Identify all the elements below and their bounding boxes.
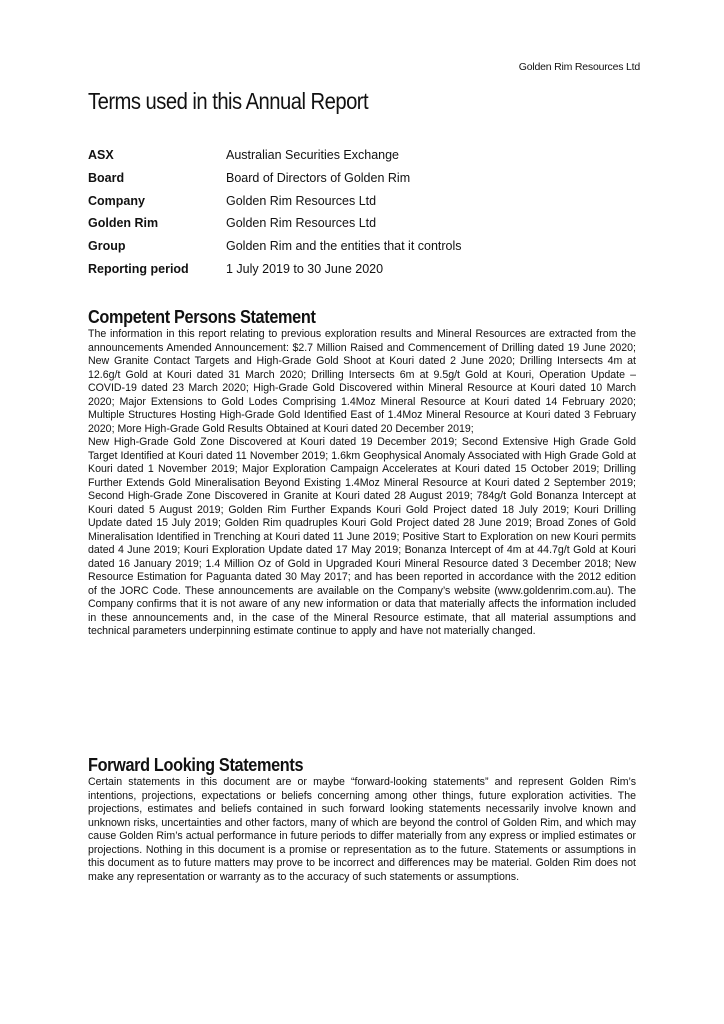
term-row	[88, 169, 636, 192]
term-key: Company	[88, 193, 145, 208]
term-row	[88, 214, 636, 237]
term-definition: Golden Rim Resources Ltd	[226, 216, 377, 231]
competent-persons-paragraph-1: The information in this report relating to previous exploration results and Mineral Resources are extracted from the announcements Amended Announcement: $2.7 Million Raised and Commencement of Drilling dated 19 June 2020; New Granite Contact Targets and High-Grade Gold Shoot at Kouri dated 2 June 2020; Drilling Intersects 4m at 12.6g/t Gold at Kouri dated 31 March 2020; Drilling Intersects 6m at 9.5g/t Gold at Kouri, Operation Update – COVID-19 dated 23 March 2020; High-Grade Gold Discovered within Mineral Resource at Kouri dated 10 March 2020; Major Extensions to Gold Lodes Comprising 1.4Moz Mineral Resource at Kouri dated 14 February 2020; Multiple Structures Hosting High-Grade Gold Identified East of 1.4Moz Mineral Resource at Kouri dated 3 February 2020; More High-Grade Gold Results Obtained at Kouri dated 20 December 2019;	[88, 328, 636, 435]
forward-looking-heading: Forward Looking Statements	[88, 754, 304, 775]
term-row	[88, 260, 636, 283]
competent-persons-paragraph-2: New High-Grade Gold Zone Discovered at Kouri dated 19 December 2019; Second Extensive High Grade Gold Target Identified at Kouri dated 11 November 2019; 1.6km Geophysical Anomaly Associated with High Grade Gold at Kouri dated 1 November 2019; Major Exploration Campaign Accelerates at Kouri dated 15 October 2019; Drilling Further Extends Gold Mineralisation Beyond Existing 1.4Moz Mineral Resource at Kouri dated 2 September 2019; Second High-Grade Zone Discovered in Granite at Kouri dated 28 August 2019; 784g/t Gold Bonanza Intercept at Kouri dated 5 August 2019; Golden Rim Further Expands Kouri Gold Project dated 18 July 2019; Kouri Drilling Update dated 15 July 2019; Golden Rim quadruples Kouri Gold Project dated 28 June 2019; Broad Zones of Gold Mineralisation Identified in Trenching at Kouri dated 11 June 2019; Positive Start to Exploration on new Kouri permits dated 4 June 2019; Kouri Exploration Update dated 17 May 2019; Bonanza Intercept of 4m at 44.7g/t Gold at Kouri dated 16 January 2019; 1.4 Million Oz of Gold in Upgraded Kouri Mineral Resource dated 3 December 2018; New Resource Estimation for Paguanta dated 30 May 2017; and has been reported in accordance with the 2012 edition of the JORC Code. These announcements are available on the Company’s website (www.goldenrim.com.au). The Company confirms that it is not aware of any new information or data that materially affects the information included in these announcements and, in the case of the Mineral Resource estimate, that all material assumptions and technical parameters underpinning estimate continue to apply and have not materially changed.	[88, 436, 636, 637]
term-key: ASX	[88, 148, 114, 162]
page-title: Terms used in this Annual Report	[88, 88, 369, 114]
competent-persons-heading: Competent Persons Statement	[88, 306, 316, 327]
term-key: Golden Rim	[88, 216, 159, 231]
term-key: Reporting period	[88, 261, 189, 276]
term-definition: Golden Rim and the entities that it controls	[226, 239, 462, 254]
term-definition: Golden Rim Resources Ltd	[226, 193, 377, 208]
competent-persons-body	[88, 328, 636, 639]
page-header-company: Golden Rim Resources Ltd	[518, 61, 640, 73]
terms-table	[88, 146, 636, 283]
term-definition: Board of Directors of Golden Rim	[226, 170, 411, 185]
term-definition: 1 July 2019 to 30 June 2020	[226, 261, 384, 276]
term-key: Board	[88, 170, 125, 185]
forward-looking-paragraph: Certain statements in this document are or maybe “forward-looking statements” and represent Golden Rim’s intentions, projections, expectations or beliefs concerning among other things, future exploration activities. The projections, estimates and beliefs contained in such forward looking statements necessarily involve known and unknown risks, uncertainties and other factors, many of which are beyond the control of Golden Rim, and which may cause Golden Rim’s actual performance in future periods to differ materially from any express or implied estimates or projections. Nothing in this document is a promise or representation as to the future. Statements or assumptions in this document as to future matters may prove to be incorrect and differences may be material. Golden Rim does not make any representation or warranty as to the accuracy of such statements or assumptions.	[88, 776, 636, 883]
term-row	[88, 146, 636, 169]
forward-looking-body	[88, 776, 636, 884]
term-row	[88, 192, 636, 215]
term-key: Group	[88, 239, 126, 254]
term-definition: Australian Securities Exchange	[226, 148, 400, 162]
term-row	[88, 237, 636, 260]
